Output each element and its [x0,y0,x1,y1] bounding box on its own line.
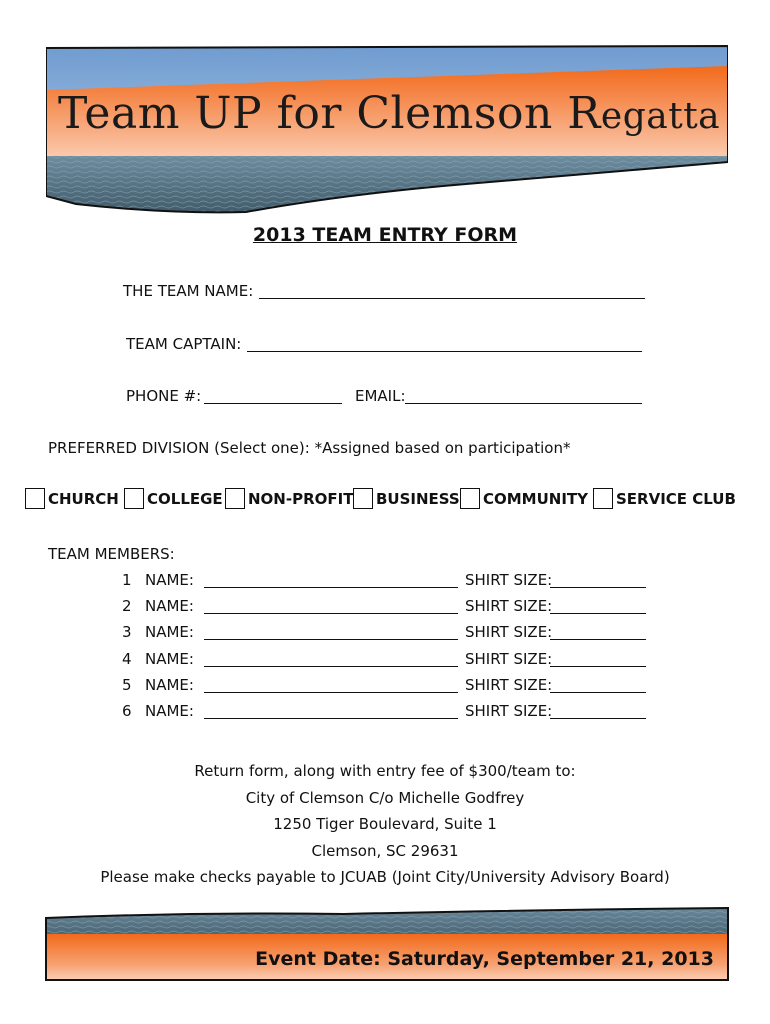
checkbox[interactable] [225,488,245,509]
team-name-field[interactable] [259,298,645,299]
return-street-address: 1250 Tiger Boulevard, Suite 1 [273,815,497,833]
member-number: 4 [122,650,132,668]
division-nonprofit-label: NON-PROFIT [248,489,354,508]
shirt-size-field[interactable] [550,639,646,640]
division-business-label: BUSINESS [376,489,460,508]
shirt-size-field[interactable] [550,666,646,667]
footer-banner-image [44,904,730,984]
banner-title-clemson: for Clemson R [262,88,601,139]
checks-payable-note: Please make checks payable to JCUAB (Joint City/University Advisory Board) [100,868,670,886]
member-name-field[interactable] [204,639,458,640]
member-name-field[interactable] [204,587,458,588]
member-name-field[interactable] [204,666,458,667]
division-church-label: CHURCH [48,489,119,508]
member-number: 1 [122,571,132,589]
division-college-label: COLLEGE [147,489,223,508]
member-name-field[interactable] [204,718,458,719]
team-captain-field[interactable] [247,351,642,352]
shirt-size-label: SHIRT SIZE: [465,702,553,720]
member-name-label: NAME: [145,650,194,668]
return-city-state-zip: Clemson, SC 29631 [311,842,459,860]
division-service-club-label: SERVICE CLUB [616,489,736,508]
division-college-option[interactable] [124,488,223,509]
member-number: 2 [122,597,132,615]
email-label: EMAIL: [355,387,406,405]
team-members-label: TEAM MEMBERS: [48,545,175,563]
banner-title-egatta: egatta [600,96,721,137]
team-name-label: THE TEAM NAME: [123,282,254,300]
member-name-label: NAME: [145,597,194,615]
division-community-option[interactable] [460,488,588,509]
division-service-club-option[interactable] [593,488,736,509]
checkbox[interactable] [593,488,613,509]
team-captain-label: TEAM CAPTAIN: [126,335,242,353]
email-field[interactable] [405,403,642,404]
shirt-size-label: SHIRT SIZE: [465,571,553,589]
shirt-size-label: SHIRT SIZE: [465,676,553,694]
member-name-label: NAME: [145,676,194,694]
shirt-size-label: SHIRT SIZE: [465,597,553,615]
event-date: Event Date: Saturday, September 21, 2013 [255,948,714,970]
shirt-size-label: SHIRT SIZE: [465,650,553,668]
phone-field[interactable] [204,403,342,404]
checkbox[interactable] [25,488,45,509]
member-name-field[interactable] [204,613,458,614]
phone-label: PHONE #: [126,387,202,405]
banner-title-up: UP [194,88,263,139]
member-name-label: NAME: [145,571,194,589]
shirt-size-label: SHIRT SIZE: [465,623,553,641]
checkbox[interactable] [124,488,144,509]
form-title: 2013 TEAM ENTRY FORM [252,224,518,246]
shirt-size-field[interactable] [550,587,646,588]
return-recipient: City of Clemson C/o Michelle Godfrey [245,789,525,807]
member-number: 3 [122,623,132,641]
checkbox[interactable] [460,488,480,509]
member-name-field[interactable] [204,692,458,693]
shirt-size-field[interactable] [550,613,646,614]
shirt-size-field[interactable] [550,718,646,719]
banner-title-team: Team [58,88,195,139]
division-church-option[interactable] [25,488,119,509]
division-nonprofit-option[interactable] [225,488,353,509]
division-community-label: COMMUNITY [483,489,589,508]
division-label: PREFERRED DIVISION (Select one): *Assigned based on participation* [48,439,571,457]
banner-title [58,88,720,139]
division-business-option[interactable] [353,488,460,509]
checkbox[interactable] [353,488,373,509]
shirt-size-field[interactable] [550,692,646,693]
member-name-label: NAME: [145,623,194,641]
member-number: 5 [122,676,132,694]
member-number: 6 [122,702,132,720]
return-instructions: Return form, along with entry fee of $300/team to: [194,762,576,780]
member-name-label: NAME: [145,702,194,720]
